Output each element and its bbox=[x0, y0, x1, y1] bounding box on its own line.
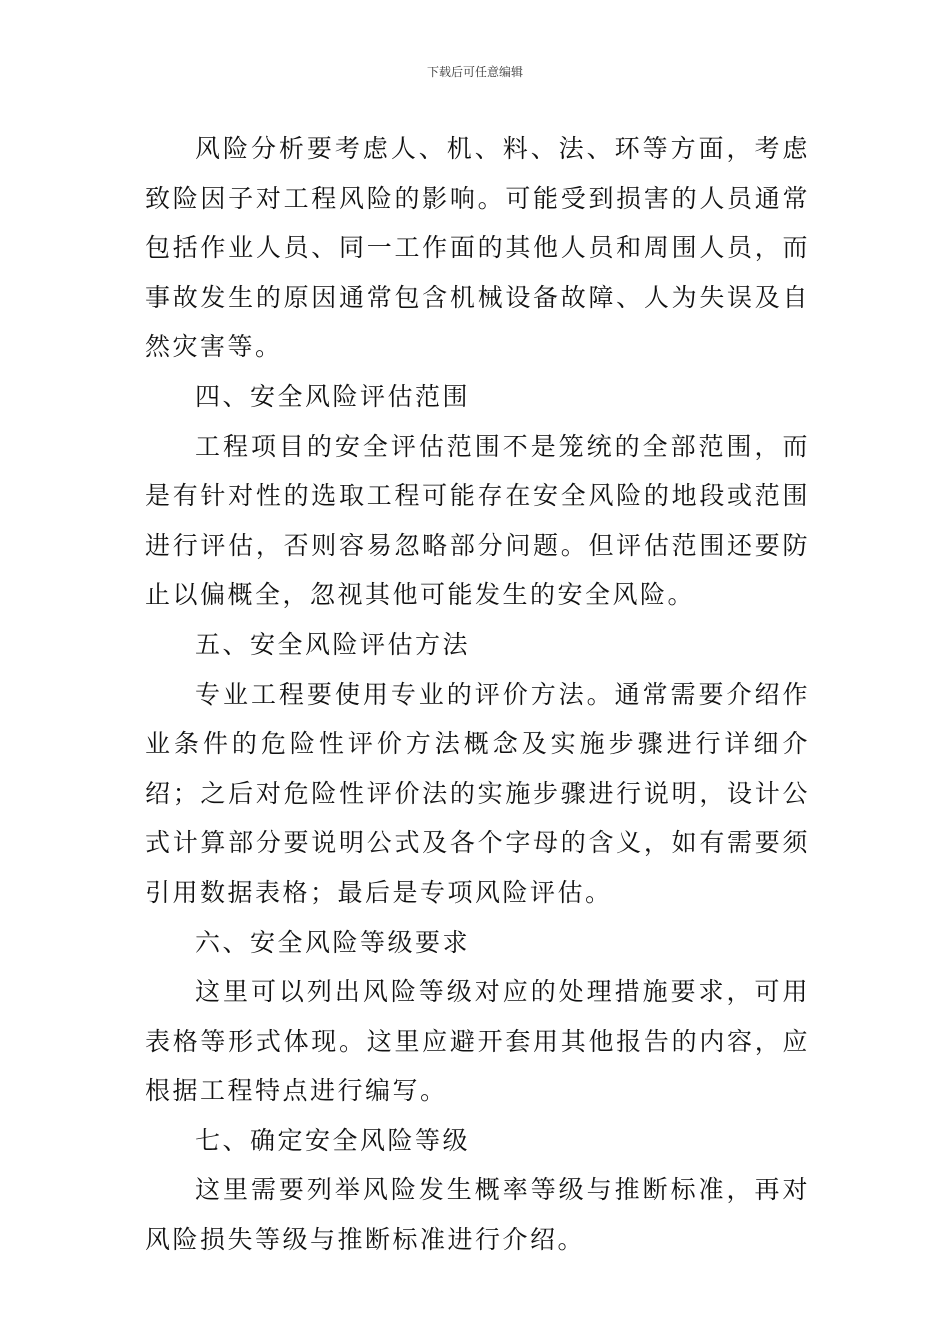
paragraph-section-7: 这里需要列举风险发生概率等级与推断标准，再对风险损失等级与推断标准进行介绍。 bbox=[145, 1175, 810, 1255]
paragraph-section-5: 专业工程要使用专业的评价方法。通常需要介绍作业条件的危险性评价方法概念及实施步骤进行详细介绍；之后对危险性评价法的实施步骤进行说明，设计公式计算部分要说明公式及各个字母的含义，如有需要须引用数据表格；最后是专项风险评估。 bbox=[145, 679, 810, 907]
heading-section-6: 六、安全风险等级要求 bbox=[195, 927, 471, 957]
paragraph-section-6: 这里可以列出风险等级对应的处理措施要求，可用表格等形式体现。这里应避开套用其他报告的内容，应根据工程特点进行编写。 bbox=[145, 977, 810, 1106]
paragraph-section-4: 工程项目的安全评估范围不是笼统的全部范围，而是有针对性的选取工程可能存在安全风险的地段或范围进行评估，否则容易忽略部分问题。但评估范围还要防止以偏概全，忽视其他可能发生的安全风险。 bbox=[145, 431, 810, 610]
document-body bbox=[145, 124, 810, 1265]
heading-section-7: 七、确定安全风险等级 bbox=[195, 1125, 471, 1155]
paragraph-risk-analysis: 风险分析要考虑人、机、料、法、环等方面，考虑致险因子对工程风险的影响。可能受到损害的人员通常包括作业人员、同一工作面的其他人员和周围人员，而事故发生的原因通常包含机械设备故障、人为失误及自然灾害等。 bbox=[145, 134, 810, 362]
heading-section-5: 五、安全风险评估方法 bbox=[195, 629, 471, 659]
page-header: 下载后可任意编辑 bbox=[426, 65, 523, 79]
heading-section-4: 四、安全风险评估范围 bbox=[195, 381, 471, 411]
